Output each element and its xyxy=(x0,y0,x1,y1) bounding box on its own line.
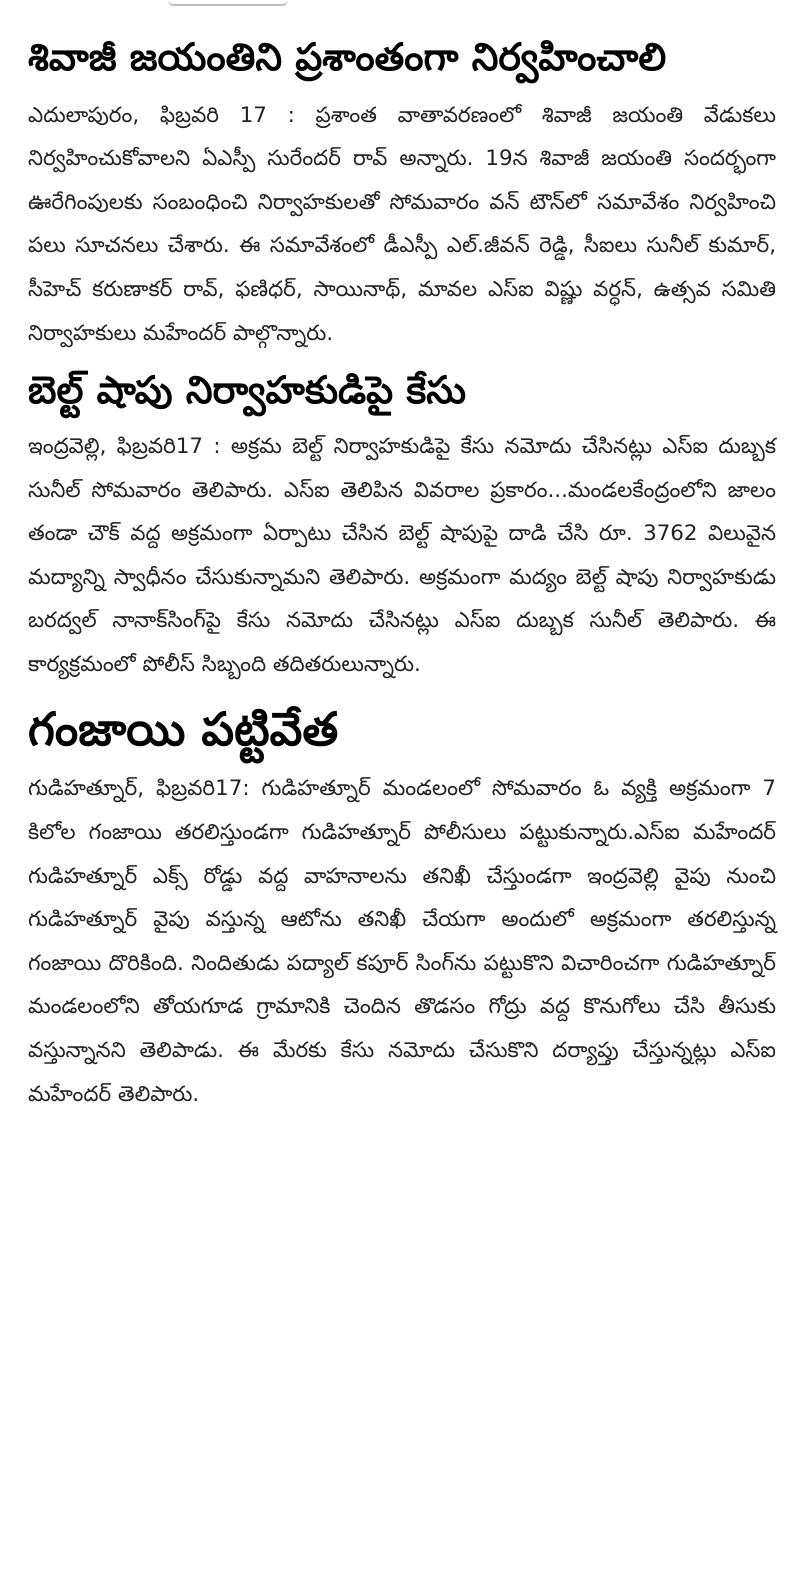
article-body-ganja-seizure xyxy=(28,767,776,1116)
article-text: గుడిహత్నూర్ మండలంలో సోమవారం ఓ వ్యక్తి అక్రమంగా 7 కిలోల గంజాయి తరలిస్తుండగా గుడిహత్నూర్ పోలీసులు పట్టుకున్నారు.ఎస్ఐ మహేందర్ గుడిహత్నూర్ ఎక్స్ రోడ్డు వద్ద వాహనాలను తనిఖీ చేస్తుండగా ఇంద్రవెల్లి వైపు నుంచి గుడిహత్నూర్ వైపు వస్తున్న ఆటోను తనిఖీ చేయగా అందులో అక్రమంగా తరలిస్తున్న గంజాయి దొరికింది. నిందితుడు పద్యాల్ కపూర్ సింగ్‌ను పట్టుకొని విచారించగా గుడిహత్నూర్ మండలంలోని తోయగూడ గ్రామానికి చెందిన తొడసం గోద్రు వద్ద కొనుగోలు చేసి తీసుకు వస్తున్నానని తెలిపాడు. ఈ మేరకు కేసు నమోదు చేసుకొని దర్యాప్తు చేస్తున్నట్లు ఎస్ఐ మహేందర్ తెలిపారు. xyxy=(28,776,776,1107)
headline-ganja-seizure: గంజాయి పట్టివేత xyxy=(28,701,339,756)
torn-top-edge xyxy=(28,0,776,14)
headline-belt-shop-case: బెల్ట్ షాపు నిర్వాహకుడిపై కేసు xyxy=(28,368,467,413)
article-text: ప్రశాంత వాతావరణంలో శివాజీ జయంతి వేడుకలు నిర్వహించుకోవాలని ఏఎస్పీ సురేందర్ రావ్ అన్నారు. 19న శివాజీ జయంతి సందర్భంగా ఊరేగింపులకు సంబంధించి నిర్వాహకులతో సోమవారం వన్ టౌన్‌లో సమావేశం నిర్వహించి పలు సూచనలు చేశారు. ఈ సమావేశంలో డీఎస్పీ ఎల్.జీవన్ రెడ్డి, సీఐలు సునీల్ కుమార్, సీహెచ్ కరుణాకర్ రావ్, ఫణిధర్, సాయినాథ్, మావల ఎస్ఐ విష్ణు వర్ధన్, ఉత్సవ సమితి నిర్వాహకులు మహేందర్ పాల్గొన్నారు. xyxy=(28,102,776,346)
headline-shivaji-jayanti: శివాజీ జయంతిని ప్రశాంతంగా నిర్వహించాలి xyxy=(28,35,667,79)
dateline: ఇంద్రవెల్లి, ఫిబ్రవరి17 : xyxy=(28,433,221,459)
article-ganja-seizure xyxy=(28,703,776,1117)
cut-text-remnant xyxy=(168,0,288,6)
dateline: ఎదులాపురం, ఫిబ్రవరి 17 : xyxy=(28,102,295,128)
article-body-shivaji-jayanti xyxy=(28,94,776,356)
dateline: గుడిహత్నూర్, ఫిబ్రవరి17: xyxy=(28,776,250,802)
article-belt-shop-case xyxy=(28,369,776,686)
article-body-belt-shop-case xyxy=(28,425,776,687)
article-shivaji-jayanti xyxy=(28,36,776,355)
article-text: అక్రమ బెల్ట్ నిర్వాహకుడిపై కేసు నమోదు చేసినట్లు ఎస్ఐ దుబ్బక సునీల్ సోమవారం తెలిపారు. ఎస్ఐ తెలిపిన వివరాల ప్రకారం...మండలకేంద్రంలోని జాలం తండా చౌక్ వద్ద అక్రమంగా ఏర్పాటు చేసిన బెల్ట్ షాపుపై దాడి చేసి రూ. 3762 విలువైన మద్యాన్ని స్వాధీనం చేసుకున్నామని తెలిపారు. అక్రమంగా మద్యం బెల్ట్ షాపు నిర్వాహకుడు బరద్వల్ నానాక్‌సింగ్‌పై కేసు నమోదు చేసినట్లు ఎస్ఐ దుబ్బక సునీల్ తెలిపారు. ఈ కార్యక్రమంలో పోలీస్ సిబ్బంది తదితరులున్నారు. xyxy=(28,433,776,677)
